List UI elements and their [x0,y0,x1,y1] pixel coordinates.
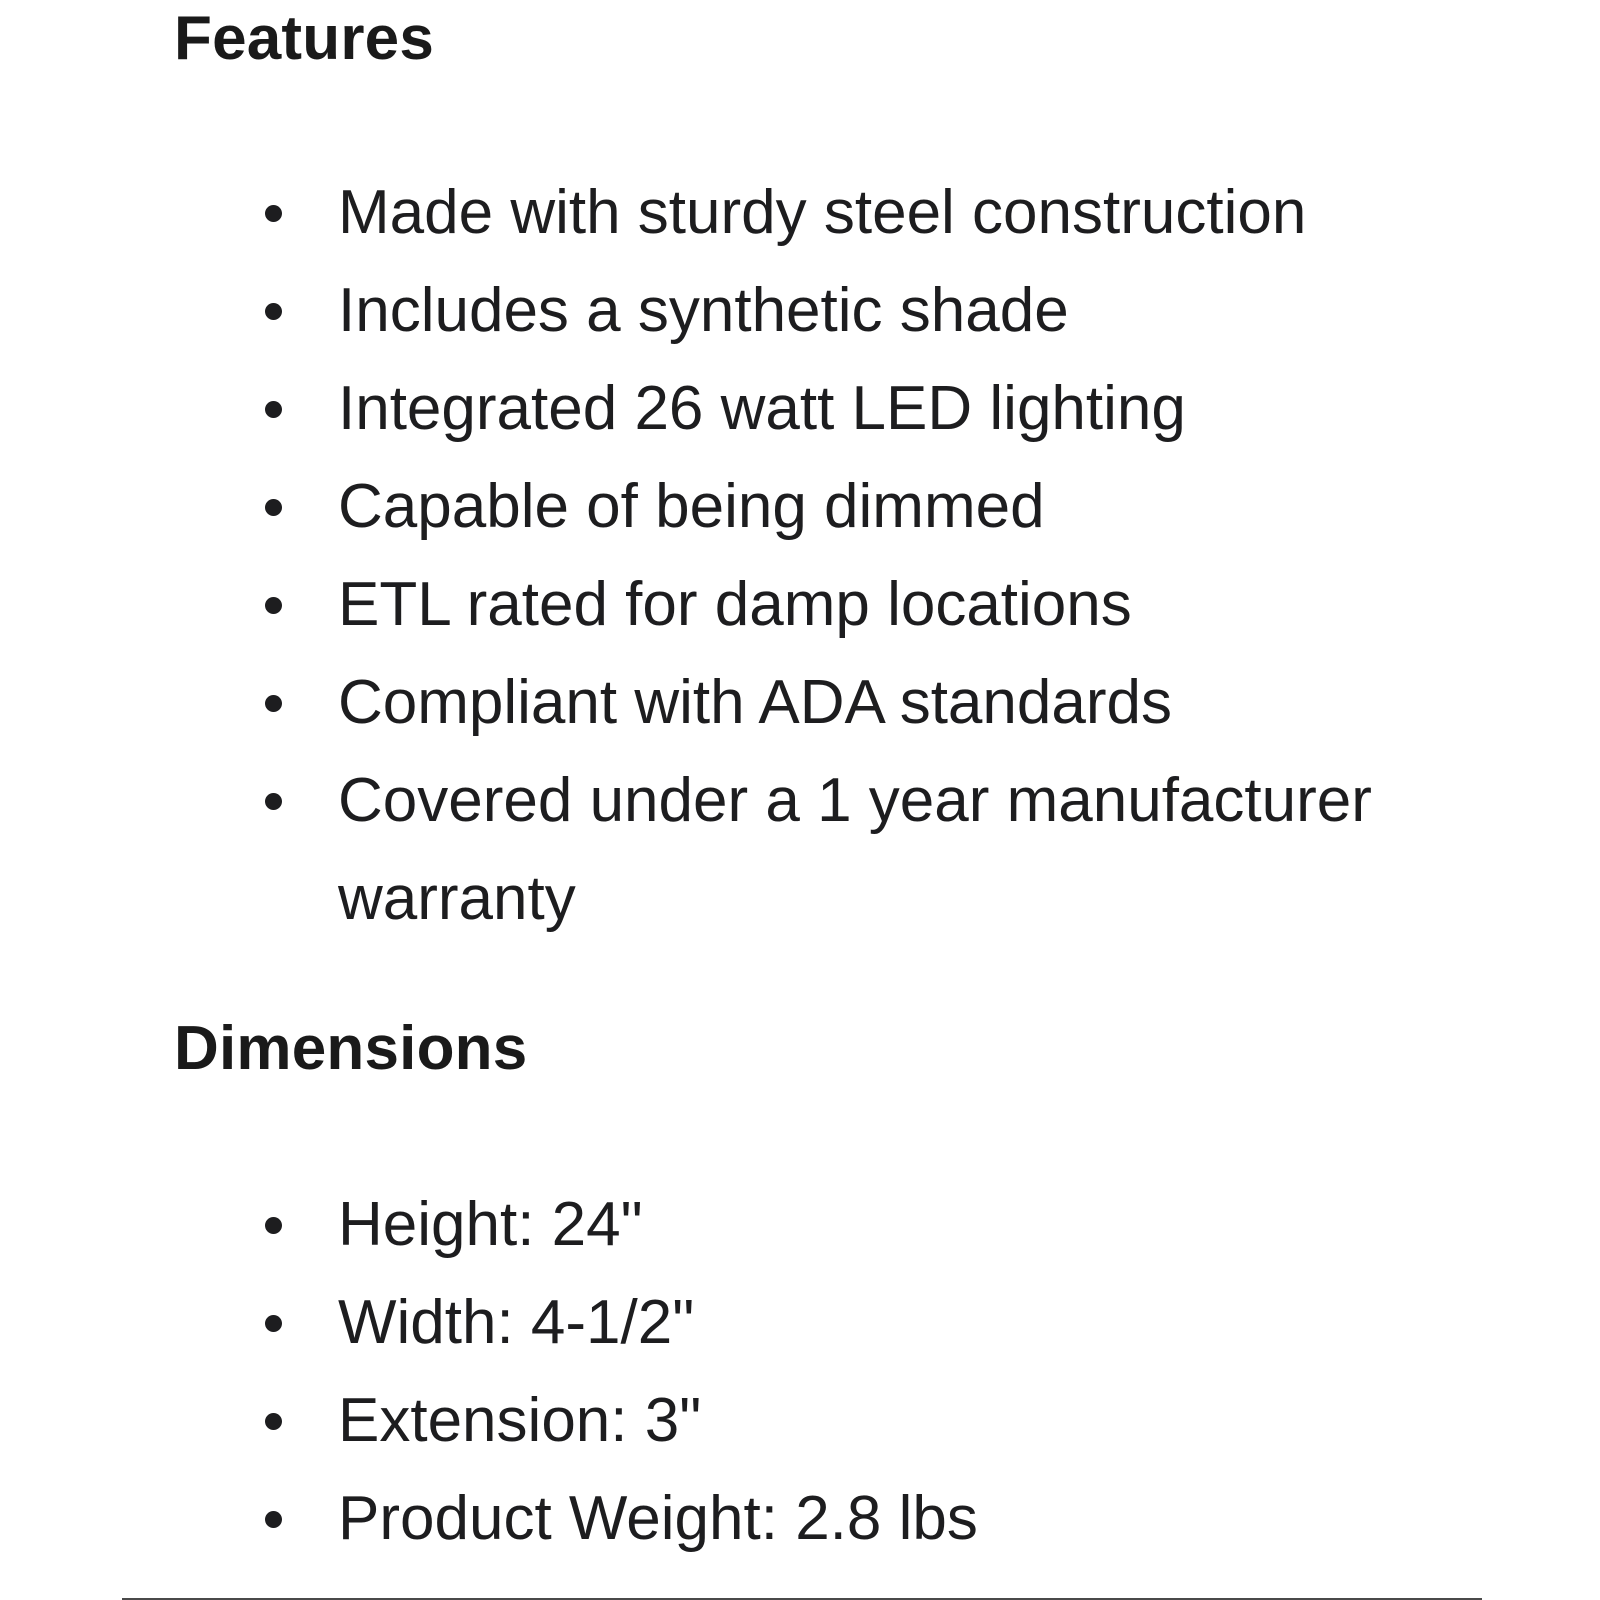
bullet-icon [265,1217,282,1234]
list-item [0,458,1600,556]
bullet-icon [265,499,282,516]
features-heading: Features [174,4,435,73]
bullet-icon [265,793,282,810]
dimension-text: Width: 4-1/2" [338,1288,695,1357]
list-item [0,556,1600,654]
feature-text: Integrated 26 watt LED lighting [338,374,1186,443]
feature-text: Capable of being dimmed [338,472,1045,541]
list-item [0,1176,1600,1274]
list-item [0,360,1600,458]
bullet-icon [265,303,282,320]
bullet-icon [265,205,282,222]
feature-text: Covered under a 1 year manufacturer warranty [338,766,1372,933]
dimension-text: Product Weight: 2.8 lbs [338,1484,978,1553]
list-item [0,654,1600,752]
bullet-icon [265,695,282,712]
dimension-text: Extension: 3" [338,1386,702,1455]
bullet-icon [265,1413,282,1430]
list-item [0,1274,1600,1372]
dimension-text: Height: 24" [338,1190,643,1259]
list-item [0,752,1600,948]
features-list [0,164,1600,948]
bullet-icon [265,1511,282,1528]
dimensions-list [0,1176,1600,1568]
list-item [0,262,1600,360]
list-item [0,1470,1600,1568]
feature-text: Includes a synthetic shade [338,276,1069,345]
feature-text: Made with sturdy steel construction [338,178,1307,247]
feature-text: Compliant with ADA standards [338,668,1172,737]
bullet-icon [265,1315,282,1332]
feature-text: ETL rated for damp locations [338,570,1132,639]
bullet-icon [265,401,282,418]
list-item [0,164,1600,262]
bullet-icon [265,597,282,614]
dimensions-heading: Dimensions [174,1014,528,1083]
list-item [0,1372,1600,1470]
